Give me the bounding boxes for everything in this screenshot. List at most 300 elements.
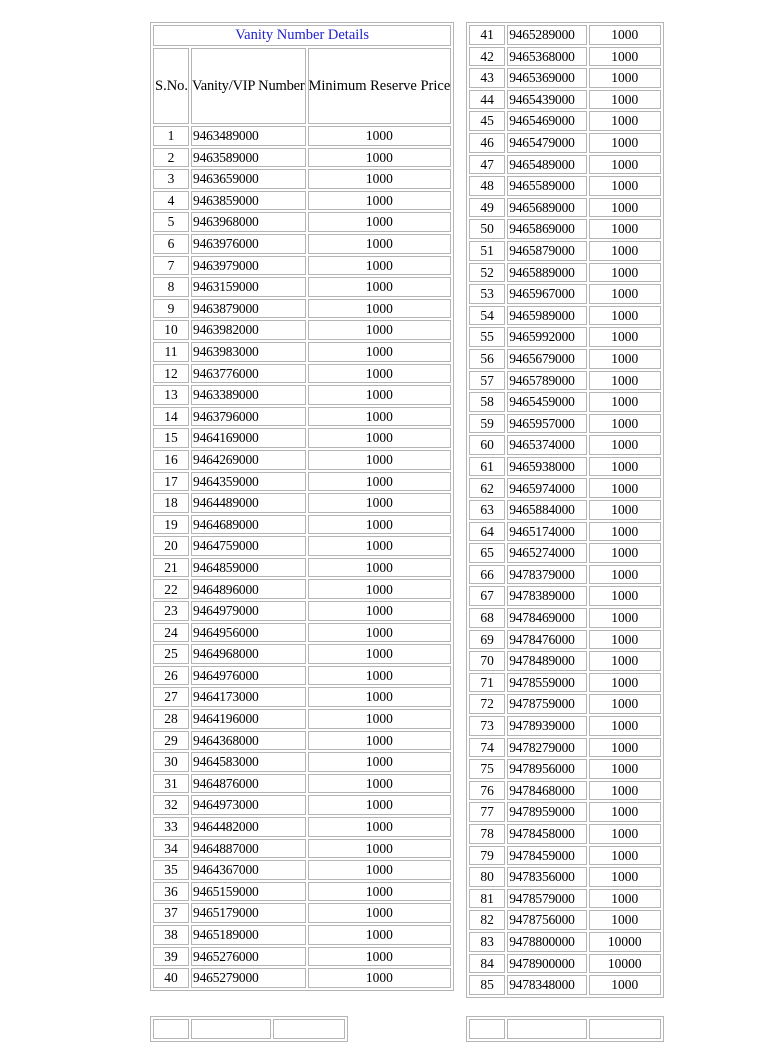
- cell-sno: 35: [153, 860, 189, 880]
- cell-price: 1000: [589, 198, 661, 218]
- cell-price: 1000: [308, 968, 452, 988]
- table-row: [153, 428, 451, 448]
- cell-sno: 41: [469, 25, 505, 45]
- cell-number: 9464887000: [191, 839, 305, 859]
- cell-number-partial: [191, 1019, 270, 1039]
- table-row: [469, 349, 661, 369]
- cell-number: 9463859000: [191, 191, 305, 211]
- cell-price: 1000: [308, 493, 452, 513]
- table-row: [469, 910, 661, 930]
- cell-price: 1000: [308, 342, 452, 362]
- table-row: [469, 932, 661, 952]
- cell-sno: 10: [153, 320, 189, 340]
- cell-price: 1000: [589, 457, 661, 477]
- cell-sno: 36: [153, 882, 189, 902]
- table-row: [469, 716, 661, 736]
- cell-number: 9465879000: [507, 241, 586, 261]
- cell-sno: 31: [153, 774, 189, 794]
- cell-number: 9478469000: [507, 608, 586, 628]
- table-row: [469, 25, 661, 45]
- cell-number: 9464359000: [191, 472, 305, 492]
- cell-number: 9464976000: [191, 666, 305, 686]
- cell-price: 1000: [308, 752, 452, 772]
- cell-sno: 55: [469, 327, 505, 347]
- header-number: [191, 48, 305, 124]
- cell-sno: 30: [153, 752, 189, 772]
- table-row-partial: [469, 1019, 661, 1039]
- cell-number: 9463968000: [191, 212, 305, 232]
- cell-number: 9478459000: [507, 846, 586, 866]
- cell-number: 9478959000: [507, 802, 586, 822]
- cell-price: 1000: [589, 306, 661, 326]
- cell-price: 1000: [308, 839, 452, 859]
- cell-price: 1000: [308, 385, 452, 405]
- cell-price: 1000: [308, 148, 452, 168]
- cell-number: 9464876000: [191, 774, 305, 794]
- table-row: [469, 133, 661, 153]
- cell-number: 9465957000: [507, 414, 586, 434]
- cell-sno: 85: [469, 975, 505, 995]
- cell-number: 9465989000: [507, 306, 586, 326]
- cell-number: 9465189000: [191, 925, 305, 945]
- table-row: [469, 565, 661, 585]
- cell-price: 1000: [308, 126, 452, 146]
- cell-price: 1000: [589, 500, 661, 520]
- table-row: [469, 47, 661, 67]
- cell-sno: 74: [469, 738, 505, 758]
- cell-price: 1000: [589, 263, 661, 283]
- cell-sno: 50: [469, 219, 505, 239]
- cell-sno: 51: [469, 241, 505, 261]
- cell-number: 9478476000: [507, 630, 586, 650]
- cell-sno: 64: [469, 522, 505, 542]
- cell-number: 9465469000: [507, 111, 586, 131]
- header-sno: S.No.: [153, 48, 189, 124]
- table-row: [469, 219, 661, 239]
- cell-price: 1000: [308, 795, 452, 815]
- cell-number: 9478468000: [507, 781, 586, 801]
- cell-price: 1000: [589, 284, 661, 304]
- cell-price: 1000: [589, 846, 661, 866]
- cell-sno: 72: [469, 694, 505, 714]
- table-row: [469, 478, 661, 498]
- cell-price: 1000: [308, 774, 452, 794]
- cell-price: 1000: [589, 781, 661, 801]
- cell-number: 9465884000: [507, 500, 586, 520]
- cell-price: 1000: [308, 558, 452, 578]
- cell-price: 1000: [589, 90, 661, 110]
- cell-number: 9464968000: [191, 644, 305, 664]
- cell-number: 9465369000: [507, 68, 586, 88]
- vanity-table-next-left-body: [153, 1019, 345, 1039]
- table-row: [469, 673, 661, 693]
- cell-number: 9478956000: [507, 759, 586, 779]
- cell-sno: 69: [469, 630, 505, 650]
- cell-price: 1000: [589, 630, 661, 650]
- cell-sno: 22: [153, 579, 189, 599]
- cell-price: 1000: [308, 709, 452, 729]
- table-row: [469, 738, 661, 758]
- cell-sno: 45: [469, 111, 505, 131]
- table-row: [469, 68, 661, 88]
- cell-number: 9464979000: [191, 601, 305, 621]
- table-row: [153, 299, 451, 319]
- cell-sno: 33: [153, 817, 189, 837]
- table-row: [153, 148, 451, 168]
- cell-number: 9478389000: [507, 586, 586, 606]
- cell-sno: 13: [153, 385, 189, 405]
- table-row: [469, 111, 661, 131]
- cell-sno: 48: [469, 176, 505, 196]
- cell-sno: 58: [469, 392, 505, 412]
- cell-number: 9463983000: [191, 342, 305, 362]
- cell-sno: 3: [153, 169, 189, 189]
- table-row: [153, 536, 451, 556]
- cell-number: 9465289000: [507, 25, 586, 45]
- cell-sno: 15: [153, 428, 189, 448]
- cell-sno: 47: [469, 155, 505, 175]
- table-row: [153, 731, 451, 751]
- cell-number: 9465589000: [507, 176, 586, 196]
- cell-price: 1000: [589, 889, 661, 909]
- table-row: [153, 126, 451, 146]
- cell-price: 1000: [308, 407, 452, 427]
- cell-number: 9465459000: [507, 392, 586, 412]
- cell-price: 1000: [589, 867, 661, 887]
- table-row: [153, 493, 451, 513]
- cell-sno: 28: [153, 709, 189, 729]
- cell-price: 1000: [589, 47, 661, 67]
- table-row: [153, 558, 451, 578]
- table-row: [153, 234, 451, 254]
- cell-price: 1000: [308, 299, 452, 319]
- cell-sno: 38: [153, 925, 189, 945]
- table-row: [469, 522, 661, 542]
- cell-price: 1000: [589, 824, 661, 844]
- table-row: [469, 90, 661, 110]
- cell-price: 1000: [589, 219, 661, 239]
- cell-number: 9465439000: [507, 90, 586, 110]
- cell-sno: 1: [153, 126, 189, 146]
- cell-price: 1000: [589, 155, 661, 175]
- cell-price: 1000: [589, 111, 661, 131]
- cell-price: 1000: [589, 802, 661, 822]
- cell-price: 1000: [589, 68, 661, 88]
- cell-sno: 19: [153, 515, 189, 535]
- cell-number: 9465274000: [507, 543, 586, 563]
- table-row: [153, 644, 451, 664]
- cell-sno: 66: [469, 565, 505, 585]
- table-row: [469, 586, 661, 606]
- vanity-table-next-right: [466, 1016, 664, 1042]
- cell-number: 9478458000: [507, 824, 586, 844]
- table-row: [469, 543, 661, 563]
- cell-number: 9464482000: [191, 817, 305, 837]
- table-row: [469, 241, 661, 261]
- cell-price-partial: [273, 1019, 345, 1039]
- cell-sno-partial: [153, 1019, 189, 1039]
- cell-price: 1000: [589, 673, 661, 693]
- cell-number-partial: [507, 1019, 586, 1039]
- cell-price: 1000: [308, 687, 452, 707]
- cell-price: 1000: [308, 731, 452, 751]
- table-row: [153, 817, 451, 837]
- cell-number: 9463982000: [191, 320, 305, 340]
- vanity-table-next-left: [150, 1016, 348, 1042]
- cell-sno: 81: [469, 889, 505, 909]
- cell-number: 9478759000: [507, 694, 586, 714]
- cell-number: 9465276000: [191, 947, 305, 967]
- cell-price: 1000: [308, 536, 452, 556]
- table-row: [469, 975, 661, 995]
- cell-sno: 29: [153, 731, 189, 751]
- vanity-table-right: [466, 22, 664, 998]
- cell-number: 9478939000: [507, 716, 586, 736]
- cell-sno: 53: [469, 284, 505, 304]
- table-row: [153, 839, 451, 859]
- table-row: [469, 608, 661, 628]
- table-row: [469, 954, 661, 974]
- table-row: [469, 414, 661, 434]
- cell-sno: 75: [469, 759, 505, 779]
- table-row: [153, 925, 451, 945]
- table-row: [469, 781, 661, 801]
- cell-number: 9478348000: [507, 975, 586, 995]
- cell-sno: 78: [469, 824, 505, 844]
- cell-sno: 65: [469, 543, 505, 563]
- cell-number: 9465869000: [507, 219, 586, 239]
- cell-number: 9464896000: [191, 579, 305, 599]
- cell-sno: 84: [469, 954, 505, 974]
- cell-price: 1000: [308, 169, 452, 189]
- header-price-label: Minimum Reserve Price: [308, 77, 451, 94]
- cell-price: 1000: [308, 882, 452, 902]
- cell-price: 1000: [308, 817, 452, 837]
- cell-sno: 2: [153, 148, 189, 168]
- cell-sno: 61: [469, 457, 505, 477]
- cell-price: 1000: [589, 543, 661, 563]
- cell-sno: 42: [469, 47, 505, 67]
- table-row: [469, 630, 661, 650]
- header-price: [308, 48, 452, 124]
- cell-price: 1000: [589, 522, 661, 542]
- cell-number: 9478900000: [507, 954, 586, 974]
- cell-sno: 49: [469, 198, 505, 218]
- cell-number: 9464173000: [191, 687, 305, 707]
- cell-number: 9465974000: [507, 478, 586, 498]
- cell-price: 1000: [308, 450, 452, 470]
- table-row: [153, 364, 451, 384]
- cell-price: 1000: [589, 392, 661, 412]
- table-row: [153, 277, 451, 297]
- cell-number: 9465489000: [507, 155, 586, 175]
- cell-number: 9465789000: [507, 371, 586, 391]
- cell-price: 1000: [308, 579, 452, 599]
- cell-number: 9478279000: [507, 738, 586, 758]
- cell-price: 1000: [308, 903, 452, 923]
- cell-price: 1000: [589, 738, 661, 758]
- table-row: [469, 155, 661, 175]
- table-row: [469, 500, 661, 520]
- cell-sno: 34: [153, 839, 189, 859]
- cell-sno: 43: [469, 68, 505, 88]
- cell-number: 9465179000: [191, 903, 305, 923]
- cell-sno: 14: [153, 407, 189, 427]
- table-row: [469, 651, 661, 671]
- table-row: [153, 169, 451, 189]
- table-row: [153, 342, 451, 362]
- table-row: [469, 306, 661, 326]
- cell-number: 9464956000: [191, 623, 305, 643]
- cell-price: 1000: [308, 925, 452, 945]
- table-row: [153, 623, 451, 643]
- cell-number: 9465479000: [507, 133, 586, 153]
- cell-number: 9465689000: [507, 198, 586, 218]
- table-row: [153, 256, 451, 276]
- cell-number: 9463979000: [191, 256, 305, 276]
- cell-number: 9478356000: [507, 867, 586, 887]
- cell-number: 9478800000: [507, 932, 586, 952]
- cell-price: 1000: [308, 860, 452, 880]
- cell-number: 9464973000: [191, 795, 305, 815]
- cell-price: 1000: [308, 428, 452, 448]
- cell-price: 1000: [308, 364, 452, 384]
- cell-number: 9465889000: [507, 263, 586, 283]
- cell-number: 9465938000: [507, 457, 586, 477]
- cell-number: 9464169000: [191, 428, 305, 448]
- cell-sno: 60: [469, 435, 505, 455]
- cell-number: 9463776000: [191, 364, 305, 384]
- cell-price: 1000: [308, 212, 452, 232]
- table-row: [153, 860, 451, 880]
- cell-price: 1000: [589, 910, 661, 930]
- cell-price: 1000: [589, 478, 661, 498]
- cell-sno: 59: [469, 414, 505, 434]
- cell-sno: 12: [153, 364, 189, 384]
- table-row: [153, 320, 451, 340]
- cell-price: 1000: [308, 320, 452, 340]
- cell-price: 1000: [308, 623, 452, 643]
- cell-price: 1000: [589, 349, 661, 369]
- cell-sno: 73: [469, 716, 505, 736]
- cell-sno: 52: [469, 263, 505, 283]
- cell-sno: 23: [153, 601, 189, 621]
- cell-sno: 62: [469, 478, 505, 498]
- table-row: [469, 263, 661, 283]
- cell-sno: 63: [469, 500, 505, 520]
- cell-number: 9478559000: [507, 673, 586, 693]
- table-row: [153, 579, 451, 599]
- table-row: [153, 968, 451, 988]
- cell-sno: 5: [153, 212, 189, 232]
- table-row-partial: [153, 1019, 345, 1039]
- table-header-row: [153, 48, 451, 124]
- cell-price: 1000: [589, 759, 661, 779]
- cell-sno: 57: [469, 371, 505, 391]
- cell-price: 1000: [308, 644, 452, 664]
- cell-sno: 56: [469, 349, 505, 369]
- cell-number: 9464269000: [191, 450, 305, 470]
- table-row: [153, 212, 451, 232]
- cell-number: 9463489000: [191, 126, 305, 146]
- cell-number: 9463796000: [191, 407, 305, 427]
- cell-sno: 76: [469, 781, 505, 801]
- cell-price: 1000: [589, 176, 661, 196]
- cell-price: 1000: [308, 277, 452, 297]
- table-row: [469, 694, 661, 714]
- cell-number: 9464367000: [191, 860, 305, 880]
- cell-price: 1000: [308, 472, 452, 492]
- cell-sno: 40: [153, 968, 189, 988]
- vanity-table-left: [150, 22, 454, 991]
- cell-sno: 67: [469, 586, 505, 606]
- cell-price: 1000: [308, 191, 452, 211]
- header-number-label: Vanity/VIP Number: [192, 77, 305, 94]
- cell-number: 9463589000: [191, 148, 305, 168]
- cell-number: 9464368000: [191, 731, 305, 751]
- cell-number: 9463976000: [191, 234, 305, 254]
- cell-sno: 80: [469, 867, 505, 887]
- vanity-table-left-body: [153, 25, 451, 988]
- cell-number: 9464196000: [191, 709, 305, 729]
- cell-number: 9465174000: [507, 522, 586, 542]
- table-row: [469, 176, 661, 196]
- table-row: [153, 795, 451, 815]
- table-row: [469, 392, 661, 412]
- table-row: [153, 687, 451, 707]
- cell-sno-partial: [469, 1019, 505, 1039]
- cell-number: 9478379000: [507, 565, 586, 585]
- table-row: [153, 472, 451, 492]
- cell-sno: 46: [469, 133, 505, 153]
- table-row: [469, 846, 661, 866]
- cell-number: 9465679000: [507, 349, 586, 369]
- cell-sno: 18: [153, 493, 189, 513]
- cell-sno: 70: [469, 651, 505, 671]
- cell-price: 1000: [589, 25, 661, 45]
- cell-price: 1000: [308, 947, 452, 967]
- cell-sno: 68: [469, 608, 505, 628]
- cell-sno: 6: [153, 234, 189, 254]
- cell-sno: 32: [153, 795, 189, 815]
- cell-number: 9463659000: [191, 169, 305, 189]
- cell-sno: 21: [153, 558, 189, 578]
- cell-sno: 82: [469, 910, 505, 930]
- table-row: [153, 191, 451, 211]
- cell-price-partial: [589, 1019, 661, 1039]
- cell-sno: 27: [153, 687, 189, 707]
- cell-price: 1000: [589, 133, 661, 153]
- table-row: [153, 882, 451, 902]
- cell-number: 9464859000: [191, 558, 305, 578]
- cell-price: 1000: [308, 515, 452, 535]
- cell-number: 9465967000: [507, 284, 586, 304]
- vanity-table-right-body: [469, 25, 661, 995]
- cell-sno: 79: [469, 846, 505, 866]
- cell-number: 9465159000: [191, 882, 305, 902]
- cell-sno: 71: [469, 673, 505, 693]
- cell-sno: 44: [469, 90, 505, 110]
- table-row: [153, 450, 451, 470]
- cell-number: 9464759000: [191, 536, 305, 556]
- table-row: [469, 457, 661, 477]
- cell-price: 1000: [589, 694, 661, 714]
- cell-number: 9464489000: [191, 493, 305, 513]
- table-row: [153, 385, 451, 405]
- cell-number: 9478756000: [507, 910, 586, 930]
- cell-sno: 17: [153, 472, 189, 492]
- cell-sno: 77: [469, 802, 505, 822]
